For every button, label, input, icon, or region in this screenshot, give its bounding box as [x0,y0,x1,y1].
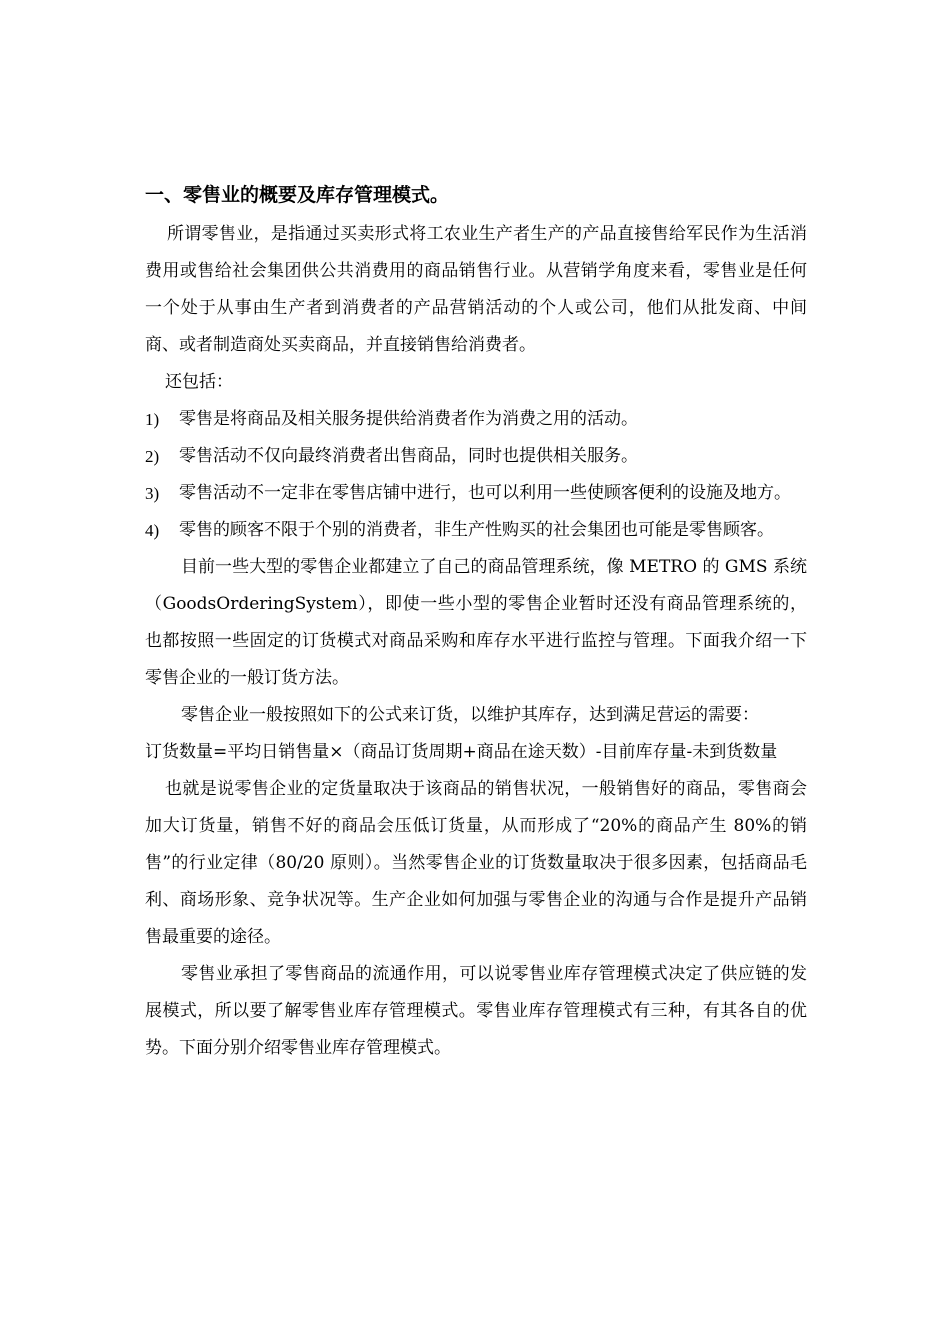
list-item [145,438,807,475]
paragraph-also-includes: 还包括： [165,372,233,392]
ordering-formula: 订货数量=平均日销售量×（商品订货周期+商品在途天数）-目前库存量-未到货数量 [145,742,778,762]
paragraph-retail-definition: 所谓零售业，是指通过买卖形式将工农业生产者生产的产品直接售给军民作为生活消费用或售给社会集团供公共消费用的商品销售行业。从营销学角度来看，零售业是任何一个处于从事由生产者到消费者的产品营销活动的个人或公司，他们从批发商、中间商、或者制造商处买卖商品，并直接销售给消费者。 [145,224,807,355]
document-page [145,180,807,1067]
list-number: 3) [145,484,160,503]
list-text: 零售活动不仅向最终消费者出售商品，同时也提供相关服务。 [179,446,638,466]
paragraph-ordering-system: 目前一些大型的零售企业都建立了自己的商品管理系统，像 METRO 的 GMS 系统（GoodsOrderingSystem），即使一些小型的零售企业暂时还没有商品管理系统的，也都按照一些固定的订货模式对商品采购和库存水平进行监控与管理。下面我介绍一下零售企业的一般订货方法。 [145,557,807,688]
paragraph-inventory-modes: 零售业承担了零售商品的流通作用，可以说零售业库存管理模式决定了供应链的发展模式，所以要了解零售业库存管理模式。零售业库存管理模式有三种，有其各自的优势。下面分别介绍零售业库存管理模式。 [145,964,807,1058]
paragraph-order-quantity: 也就是说零售企业的定货量取决于该商品的销售状况，一般销售好的商品，零售商会加大订货量，销售不好的商品会压低订货量，从而形成了“20%的商品产生 80%的销售”的行业定律（80/20 原则）。当然零售企业的订货数量取决于很多因素，包括商品毛利、商场形象、竞争状况等。生产企业如何加强与零售企业的沟通与合作是提升产品销售最重要的途径。 [145,779,807,947]
list-text: 零售的顾客不限于个别的消费者，非生产性购买的社会集团也可能是零售顾客。 [179,520,774,540]
paragraph-ordering-formula-intro: 零售企业一般按照如下的公式来订货，以维护其库存，达到满足营运的需要： [181,705,759,725]
list-item [145,475,807,512]
list-text: 零售是将商品及相关服务提供给消费者作为消费之用的活动。 [179,409,638,429]
list-number: 2) [145,447,160,466]
section-heading: 一、零售业的概要及库存管理模式。 [145,184,450,206]
list-number: 1) [145,410,160,429]
retail-features-list [145,401,807,549]
list-text: 零售活动不一定非在零售店铺中进行，也可以利用一些使顾客便利的设施及地方。 [179,483,791,503]
list-number: 4) [145,521,160,540]
list-item [145,401,807,438]
list-item [145,512,807,549]
